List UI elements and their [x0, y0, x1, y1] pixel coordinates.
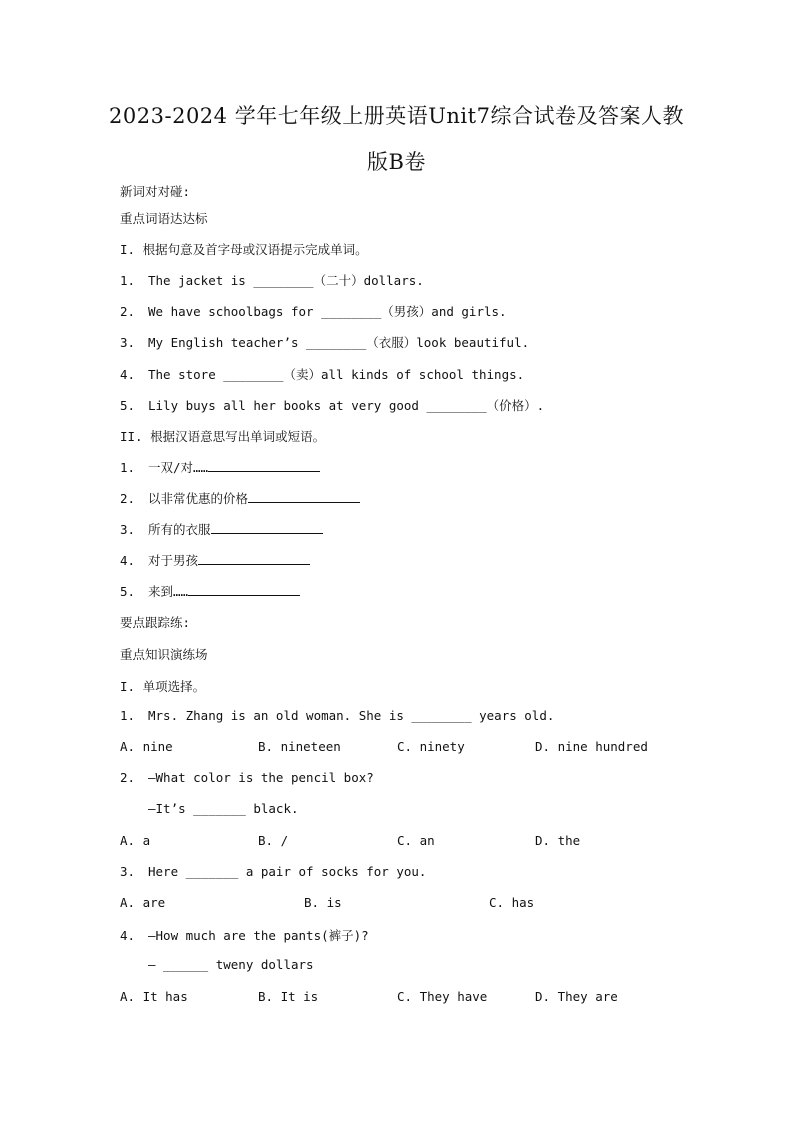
answer-blank	[211, 520, 323, 534]
item-text: My English teacher’s ________（衣服）look beautiful.	[148, 335, 530, 350]
part2-item	[120, 582, 300, 600]
item-number: 1.	[120, 460, 136, 475]
item-number: 2.	[120, 304, 136, 319]
option-d: D. nine hundred	[535, 739, 648, 754]
item-number: 4.	[120, 553, 136, 568]
item-number: 4.	[120, 367, 136, 382]
item-number: 2.	[120, 770, 136, 785]
option-a: A. a	[120, 833, 151, 848]
item-text: 所有的衣服	[148, 522, 211, 537]
item-number: 1.	[120, 273, 136, 288]
part1-item	[120, 271, 424, 289]
part1-item	[120, 396, 544, 414]
item-number: 3.	[120, 864, 136, 879]
item-text: 对于男孩	[148, 553, 199, 568]
item-text: 来到……	[148, 584, 189, 599]
part1-item	[120, 333, 529, 351]
part2-heading: II. 根据汉语意思写出单词或短语。	[120, 429, 326, 444]
item-number: 4.	[120, 928, 136, 943]
section-heading: 要点跟踪练:	[120, 615, 191, 630]
part1-item	[120, 302, 507, 320]
answer-blank	[198, 551, 310, 565]
section-heading: 新词对对碰:	[120, 184, 191, 199]
document-title-line1: 2023-2024 学年七年级上册英语Unit7综合试卷及答案人教	[109, 104, 684, 128]
option-b: B. /	[258, 833, 289, 848]
option-d: D. the	[535, 833, 581, 848]
option-b: B. nineteen	[258, 739, 341, 754]
question-text: Here _______ a pair of socks for you.	[148, 864, 427, 879]
item-number: 1.	[120, 708, 136, 723]
item-number: 2.	[120, 491, 136, 506]
option-a: A. It has	[120, 989, 188, 1004]
item-text: The store ________（卖）all kinds of school things.	[148, 367, 525, 382]
item-number: 5.	[120, 398, 136, 413]
question-text: Mrs. Zhang is an old woman. She is ________ years old.	[148, 708, 555, 723]
option-d: D. They are	[535, 989, 618, 1004]
answer-blank	[248, 489, 360, 503]
question-text: —How much are the pants(裤子)?	[148, 928, 369, 943]
part3-heading: I. 单项选择。	[120, 679, 206, 694]
option-b: B. is	[304, 895, 342, 910]
option-a: A. nine	[120, 739, 173, 754]
item-number: 3.	[120, 335, 136, 350]
answer-blank	[188, 582, 300, 596]
item-text: Lily buys all her books at very good ________（价格）.	[148, 398, 545, 413]
section-subheading: 重点词语达达标	[120, 211, 208, 226]
question-text: —What color is the pencil box?	[148, 770, 374, 785]
part2-item	[120, 551, 310, 569]
item-number: 5.	[120, 584, 136, 599]
part1-item	[120, 365, 524, 383]
item-text: 一双/对……	[148, 460, 209, 475]
question-2-reply: —It’s _______ black.	[148, 801, 299, 816]
option-b: B. It is	[258, 989, 319, 1004]
option-c: C. has	[489, 895, 535, 910]
section-subheading: 重点知识演练场	[120, 647, 208, 662]
option-c: C. They have	[397, 989, 488, 1004]
question-1	[120, 708, 554, 723]
item-number: 3.	[120, 522, 136, 537]
part1-heading: I. 根据句意及首字母或汉语提示完成单词。	[120, 242, 368, 257]
document-title-line2: 版B卷	[367, 150, 426, 174]
part2-item	[120, 520, 323, 538]
item-text: We have schoolbags for ________（男孩）and girls.	[148, 304, 507, 319]
question-4-reply: — ______ tweny dollars	[148, 957, 314, 972]
item-text: The jacket is ________（二十）dollars.	[148, 273, 424, 288]
part2-item	[120, 458, 320, 476]
question-3	[120, 864, 426, 879]
option-c: C. an	[397, 833, 435, 848]
answer-blank	[208, 458, 320, 472]
question-2	[120, 770, 374, 785]
part2-item	[120, 489, 360, 507]
option-a: A. are	[120, 895, 166, 910]
item-text: 以非常优惠的价格	[148, 491, 249, 506]
question-4	[120, 926, 369, 944]
option-c: C. ninety	[397, 739, 465, 754]
